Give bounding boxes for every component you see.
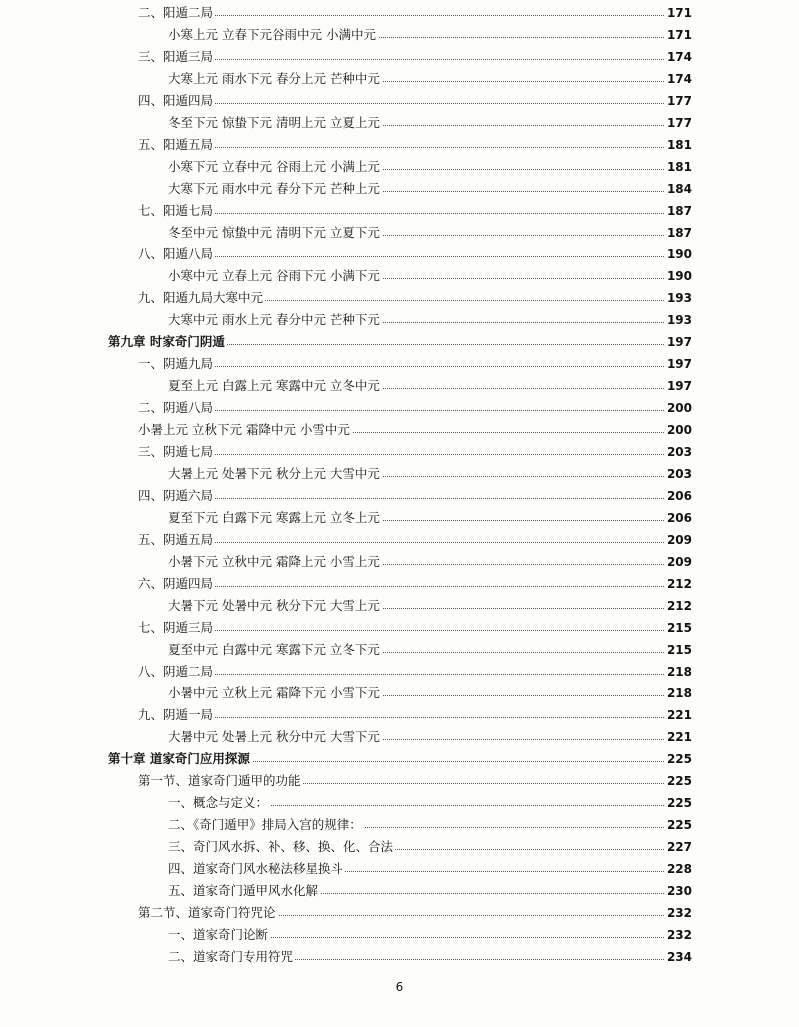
toc-entry xyxy=(0,530,799,552)
toc-entry-page: 190 xyxy=(666,247,692,262)
toc-entry-title: 三、阳遁三局 xyxy=(138,48,214,64)
toc-entry xyxy=(0,442,799,464)
toc-entry-title: 九、阴遁一局 xyxy=(138,707,214,723)
toc-entry xyxy=(0,793,799,815)
toc-entry-page: 218 xyxy=(666,686,692,701)
toc-entry-page: 197 xyxy=(666,357,692,372)
toc-leader-dots xyxy=(138,717,668,718)
toc-leader-dots xyxy=(138,147,668,148)
toc-entry-page: 187 xyxy=(666,225,692,240)
toc-entry xyxy=(0,859,799,881)
toc-entry-title: 二、道家奇门专用符咒 xyxy=(168,948,294,964)
toc-entry xyxy=(0,288,799,310)
toc-entry-title: 一、道家奇门论断 xyxy=(168,926,269,942)
toc-entry-page: 200 xyxy=(666,401,692,416)
toc-entry-title: 六、阴遁四局 xyxy=(138,575,214,591)
toc-entry-page: 174 xyxy=(666,49,692,64)
toc-entry-title: 第十章 道家奇门应用探源 xyxy=(108,751,250,767)
toc-entry-page: 193 xyxy=(666,313,692,328)
toc-entry-page: 232 xyxy=(666,927,692,942)
toc-entry-page: 193 xyxy=(666,291,692,306)
toc-entry xyxy=(0,223,799,245)
toc-entry xyxy=(0,837,799,859)
toc-entry-page: 206 xyxy=(666,510,692,525)
toc-entry-title: 夏至中元 白露中元 寒露下元 立冬下元 xyxy=(168,641,380,657)
toc-entry xyxy=(0,3,799,25)
toc-entry-title: 二、阴遁八局 xyxy=(138,400,214,416)
toc-entry-title: 大暑中元 处暑上元 秋分中元 大雪下元 xyxy=(168,729,380,745)
toc-entry-title: 三、奇门风水拆、补、移、换、化、合法 xyxy=(168,839,394,855)
toc-entry-page: 209 xyxy=(666,554,692,569)
toc-entry-page: 187 xyxy=(666,203,692,218)
toc-entry-page: 171 xyxy=(666,6,692,20)
toc-entry-title: 大暑上元 处暑下元 秋分上元 大雪中元 xyxy=(168,465,380,481)
toc-entry-title: 大寒上元 雨水下元 春分上元 芒种中元 xyxy=(168,70,380,86)
toc-entry xyxy=(0,925,799,947)
toc-entry xyxy=(0,552,799,574)
toc-entry xyxy=(0,244,799,266)
toc-leader-dots xyxy=(138,410,668,411)
toc-entry xyxy=(0,266,799,288)
toc-entry xyxy=(0,640,799,662)
toc-entry-page: 227 xyxy=(666,840,692,855)
toc-entry-title: 九、阳遁九局大寒中元 xyxy=(138,290,264,306)
toc-entry-title: 小暑下元 立秋中元 霜降上元 小雪上元 xyxy=(168,553,380,569)
toc-leader-dots xyxy=(138,15,668,16)
toc-leader-dots xyxy=(138,586,668,587)
toc-entry-page: 184 xyxy=(666,181,692,196)
toc-entry xyxy=(0,881,799,903)
toc-entry xyxy=(0,201,799,223)
toc-entry-title: 小寒下元 立春中元 谷雨上元 小满上元 xyxy=(168,158,380,174)
toc-entry-title: 一、阴遁九局 xyxy=(138,356,214,372)
toc-entry-page: 197 xyxy=(666,379,692,394)
toc-leader-dots xyxy=(138,256,668,257)
toc-entry-title: 八、阴遁二局 xyxy=(138,663,214,679)
toc-entry-title: 七、阴遁三局 xyxy=(138,619,214,635)
toc-leader-dots xyxy=(138,498,668,499)
toc-entry xyxy=(0,771,799,793)
toc-entry-page: 181 xyxy=(666,159,692,174)
toc-entry-page: 215 xyxy=(666,642,692,657)
toc-entry xyxy=(0,815,799,837)
toc-entry-title: 夏至下元 白露下元 寒露上元 立冬上元 xyxy=(168,509,380,525)
toc-entry-page: 218 xyxy=(666,664,692,679)
toc-entry-title: 第二节、道家奇门符咒论 xyxy=(138,904,276,920)
toc-entry xyxy=(0,596,799,618)
toc-entry-title: 五、阴遁五局 xyxy=(138,531,214,547)
toc-entry xyxy=(0,705,799,727)
toc-entry-title: 大寒下元 雨水中元 春分下元 芒种上元 xyxy=(168,180,380,196)
toc-entry xyxy=(0,91,799,113)
toc-entry-page: 232 xyxy=(666,905,692,920)
toc-entry-title: 七、阳遁七局 xyxy=(138,202,214,218)
toc-entry xyxy=(0,354,799,376)
toc-entry-title: 小寒上元 立春下元谷雨中元 小满中元 xyxy=(168,26,376,42)
toc-entry-title: 五、道家奇门遁甲风水化解 xyxy=(168,883,319,898)
toc-entry-page: 234 xyxy=(666,949,692,964)
toc-entry xyxy=(0,376,799,398)
toc-leader-dots xyxy=(138,454,668,455)
toc-entry xyxy=(0,749,799,771)
toc-entry-page: 212 xyxy=(666,576,692,591)
toc-entry xyxy=(0,420,799,442)
toc-entry xyxy=(0,25,799,47)
toc-entry xyxy=(0,683,799,705)
toc-entry xyxy=(0,574,799,596)
toc-entry-page: 230 xyxy=(666,884,692,898)
toc-entry xyxy=(0,310,799,332)
toc-entry-title: 第九章 时家奇门阴遁 xyxy=(108,334,225,350)
toc-entry-title: 二、阳遁二局 xyxy=(138,5,214,20)
toc-entry-page: 212 xyxy=(666,598,692,613)
toc-entry xyxy=(0,662,799,684)
toc-leader-dots xyxy=(138,674,668,675)
toc-entry xyxy=(0,947,799,969)
toc-entry-page: 200 xyxy=(666,423,692,438)
toc-entry xyxy=(0,398,799,420)
toc-entry-title: 冬至中元 惊蛰中元 清明下元 立夏下元 xyxy=(168,224,380,240)
toc-entry-title: 第一节、道家奇门遁甲的功能 xyxy=(138,773,301,789)
toc-entry-page: 225 xyxy=(666,774,692,789)
toc-entry-page: 215 xyxy=(666,620,692,635)
toc-entry-page: 221 xyxy=(666,730,692,745)
toc-entry xyxy=(0,113,799,135)
toc-entry xyxy=(0,508,799,530)
toc-entry xyxy=(0,47,799,69)
toc-entry-page: 209 xyxy=(666,532,692,547)
toc-entry-title: 八、阳遁八局 xyxy=(138,246,214,262)
toc-leader-dots xyxy=(138,630,668,631)
toc-entry-title: 冬至下元 惊蛰下元 清明上元 立夏上元 xyxy=(168,114,380,130)
toc-entry xyxy=(0,618,799,640)
toc-entry-page: 203 xyxy=(666,466,692,481)
toc-entry-page: 197 xyxy=(666,335,692,350)
toc-entry-title: 五、阳遁五局 xyxy=(138,136,214,152)
toc-entry-title: 二、《奇门遁甲》排局入宫的规律： xyxy=(168,817,362,833)
toc-entry-title: 四、道家奇门风水秘法移星换斗 xyxy=(168,861,344,877)
toc-entry xyxy=(0,135,799,157)
toc-entry-page: 203 xyxy=(666,445,692,459)
toc-leader-dots xyxy=(138,542,668,543)
toc-entry-page: 228 xyxy=(666,862,692,877)
toc-entry xyxy=(0,903,799,925)
toc-entry-title: 三、阴遁七局 xyxy=(138,444,214,459)
toc-entry-page: 190 xyxy=(666,269,692,284)
page-number: 6 xyxy=(395,980,404,994)
toc-entry xyxy=(0,157,799,179)
toc-entry-title: 夏至上元 白露上元 寒露中元 立冬中元 xyxy=(168,378,380,394)
toc-entry-page: 177 xyxy=(666,115,692,130)
toc-entry-page: 225 xyxy=(666,818,692,833)
toc-leader-dots xyxy=(138,59,668,60)
toc-entry xyxy=(0,179,799,201)
toc-entry-title: 四、阳遁四局 xyxy=(138,92,214,108)
toc-entry-page: 225 xyxy=(666,796,692,811)
toc-entry-page: 221 xyxy=(666,708,692,723)
toc-entry-title: 小暑中元 立秋上元 霜降下元 小雪下元 xyxy=(168,685,380,701)
toc-entry-title: 一、概念与定义： xyxy=(168,795,269,811)
toc-entry-title: 小寒中元 立春上元 谷雨下元 小满下元 xyxy=(168,268,380,284)
toc-entry-page: 181 xyxy=(666,137,692,152)
toc-entry xyxy=(0,727,799,749)
toc-entry-title: 小暑上元 立秋下元 霜降中元 小雪中元 xyxy=(138,422,350,438)
toc-entry xyxy=(0,486,799,508)
toc-entry-page: 225 xyxy=(666,752,692,767)
toc-entry-page: 177 xyxy=(666,93,692,108)
toc-entry-title: 大寒中元 雨水上元 春分中元 芒种下元 xyxy=(168,312,380,328)
toc-entry xyxy=(0,464,799,486)
toc-entry-page: 174 xyxy=(666,71,692,86)
toc-leader-dots xyxy=(138,366,668,367)
toc-entry-page: 171 xyxy=(666,27,692,42)
toc-entry xyxy=(0,332,799,354)
toc-leader-dots xyxy=(138,103,668,104)
toc-entry-page: 206 xyxy=(666,488,692,503)
toc-entry-title: 四、阴遁六局 xyxy=(138,487,214,503)
toc-entry-title: 大暑下元 处暑中元 秋分下元 大雪上元 xyxy=(168,597,380,613)
toc-entry xyxy=(0,69,799,91)
toc-leader-dots xyxy=(138,213,668,214)
